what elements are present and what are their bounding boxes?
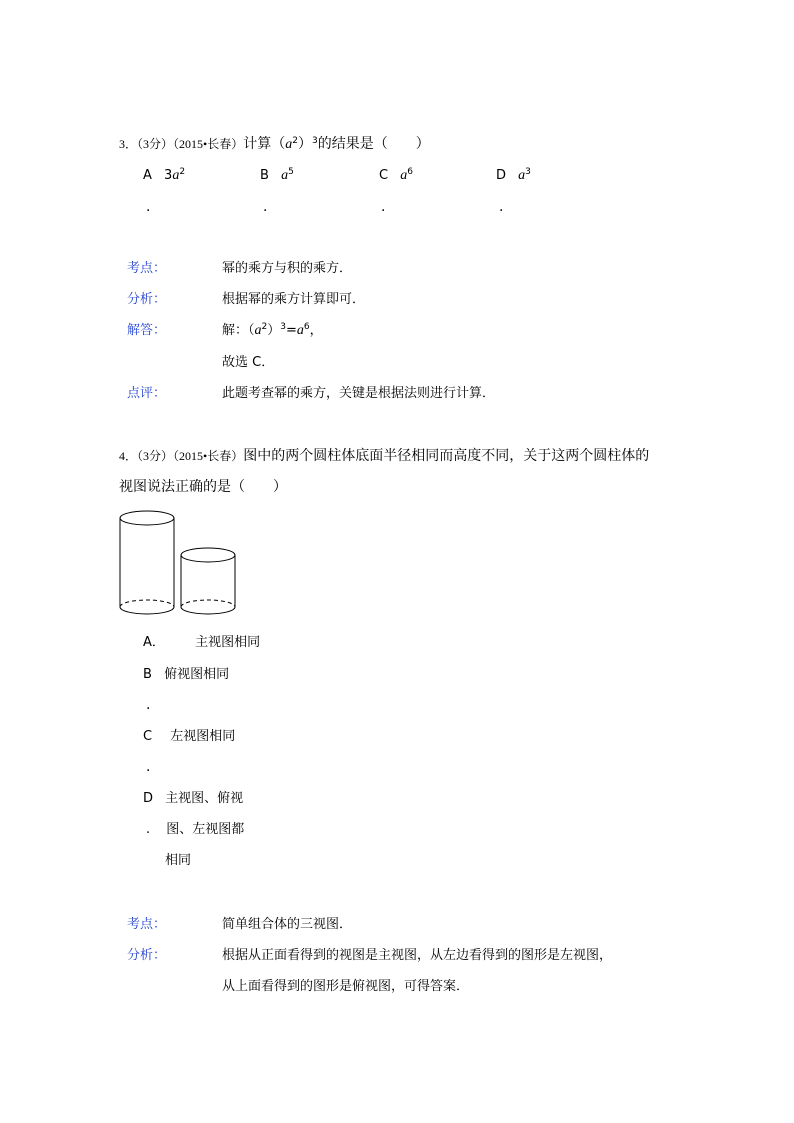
short-cylinder-bottom-front — [181, 607, 235, 614]
fenxi-label: 分析： — [127, 948, 167, 963]
kaodian-label: 考点： — [127, 261, 167, 276]
option-a-dot: . — [146, 199, 151, 215]
kaodian-text: 简单组合体的三视图． — [222, 917, 353, 932]
question-number: 3 — [119, 137, 125, 151]
dianping-text: 此题考查幂的乘方，关键是根据法则进行计算． — [222, 386, 496, 401]
question-score: （3分） — [137, 449, 174, 463]
fenxi-label: 分析： — [127, 292, 167, 307]
option-b[interactable]: B $a^5$ — [260, 167, 294, 183]
jieda-text: 解：$(a^2)^3=a^6$， — [222, 322, 323, 338]
dianping-label: 点评： — [127, 386, 167, 401]
tall-cylinder-top — [120, 511, 174, 525]
jieda-label: 解答： — [127, 323, 167, 338]
fenxi-text: 根据幂的乘方计算即可． — [222, 292, 366, 307]
option-c-dot: . — [146, 759, 151, 775]
option-a[interactable]: A $3a^2$ — [143, 167, 186, 183]
short-cylinder-top — [181, 548, 235, 562]
jieda-line2: 故选 C． — [222, 355, 275, 370]
option-d-line3: 相同 — [165, 853, 192, 868]
option-d-dot: . — [499, 199, 504, 215]
short-cylinder-bottom-back — [181, 600, 235, 607]
option-d-line2: . 图、左视图都 — [146, 822, 245, 837]
question-4-stem-line2: 视图说法正确的是（ ） — [119, 479, 287, 495]
question-number: 4 — [119, 449, 125, 463]
option-d[interactable]: D $a^3$ — [496, 167, 531, 183]
option-b-dot: . — [263, 199, 268, 215]
kaodian-text: 幂的乘方与积的乘方． — [222, 261, 353, 276]
tall-cylinder-bottom-back — [120, 600, 174, 607]
fenxi-text-line2: 从上面看得到的图形是俯视图，可得答案． — [222, 979, 470, 994]
question-source: （2015•长春） — [173, 137, 244, 151]
question-4-stem-line1: 4．（3分）（2015•长春）图中的两个圆柱体底面半径相同而高度不同，关于这两个圆柱体的 — [119, 448, 650, 464]
option-a[interactable]: A． 主视图相同 — [143, 635, 261, 650]
tall-cylinder-bottom-front — [120, 607, 174, 614]
option-b[interactable]: B 俯视图相同 — [143, 667, 230, 682]
question-source: （2015•长春） — [173, 449, 244, 463]
question-score: （3分） — [137, 137, 174, 151]
option-d[interactable]: D 主视图、俯视 — [143, 791, 244, 806]
option-c-dot: . — [381, 199, 386, 215]
option-b-dot: . — [146, 697, 151, 713]
option-c[interactable]: C $a^6$ — [379, 167, 413, 183]
cylinders-figure — [117, 507, 241, 623]
fenxi-text-line1: 根据从正面看得到的视图是主视图，从左边看得到的图形是左视图， — [222, 948, 613, 963]
question-3-stem: 3．（3分）（2015•长春）计算$(a^2)^3$的结果是（ ） — [119, 136, 430, 152]
kaodian-label: 考点： — [127, 917, 167, 932]
option-c[interactable]: C 左视图相同 — [143, 729, 236, 744]
